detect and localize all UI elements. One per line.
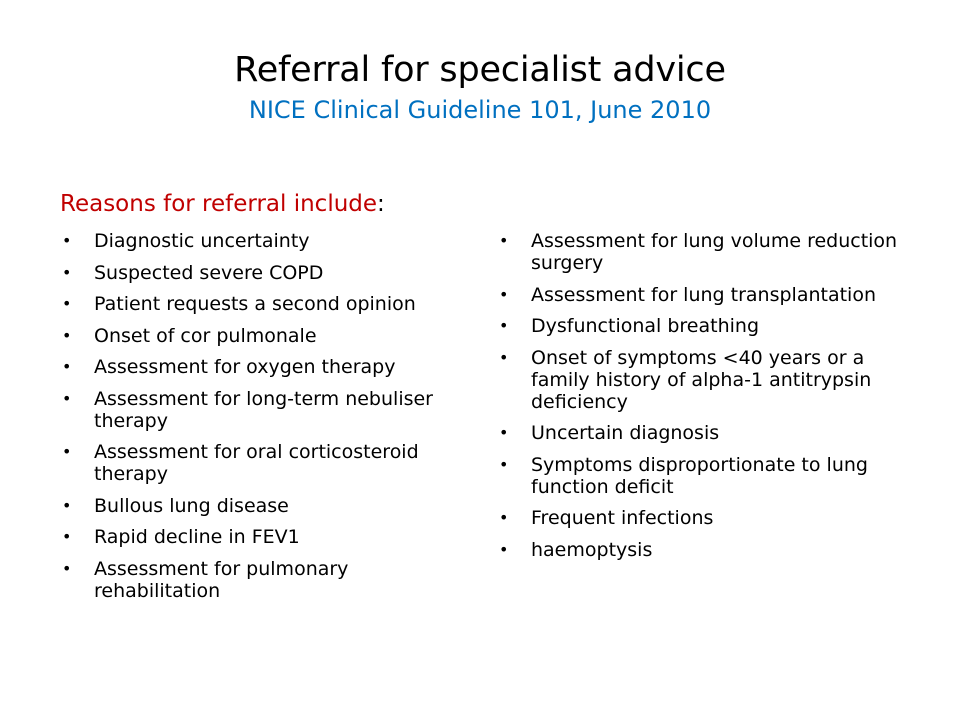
reasons-heading-text: Reasons for referral include xyxy=(60,191,378,217)
bullet-icon: • xyxy=(62,495,72,515)
list-item-text: Symptoms disproportionate to lung function deficit xyxy=(531,453,868,498)
list-item xyxy=(60,558,480,602)
list-item-text: Uncertain diagnosis xyxy=(531,422,720,444)
list-item xyxy=(60,293,480,315)
bullet-icon: • xyxy=(499,231,509,250)
list-item-text: Assessment for oral corticosteroid therapy xyxy=(94,441,419,485)
list-item xyxy=(60,356,480,378)
list-item xyxy=(497,507,917,529)
list-item xyxy=(60,230,480,252)
list-item-text: Assessment for lung transplantation xyxy=(531,283,876,306)
bullet-icon: • xyxy=(499,423,509,442)
bullet-icon: • xyxy=(499,539,509,559)
list-item xyxy=(60,325,480,347)
list-item-text: Assessment for oxygen therapy xyxy=(94,356,396,378)
list-item-text: Dysfunctional breathing xyxy=(531,315,760,337)
list-item-text: Assessment for lung volume reduction surgery xyxy=(531,230,898,274)
bullet-icon: • xyxy=(62,442,72,461)
bullet-icon: • xyxy=(62,527,72,546)
reasons-heading xyxy=(60,188,385,220)
left-bullet-list xyxy=(60,230,480,611)
title-block xyxy=(60,48,900,128)
bullet-icon: • xyxy=(62,558,72,578)
right-bullet-list xyxy=(497,230,917,570)
list-item xyxy=(60,262,480,284)
list-item-text: Diagnostic uncertainty xyxy=(94,230,310,252)
reasons-heading-colon: : xyxy=(377,191,385,217)
list-item xyxy=(60,388,480,432)
list-item-text: Onset of cor pulmonale xyxy=(94,324,317,347)
list-item xyxy=(60,495,480,517)
bullet-icon: • xyxy=(62,231,72,250)
bullet-icon: • xyxy=(62,325,72,345)
list-item-text: Assessment for long-term nebuliser therapy xyxy=(94,387,433,432)
list-item xyxy=(497,422,917,444)
list-item xyxy=(497,315,917,337)
bullet-icon: • xyxy=(62,262,72,282)
bullet-icon: • xyxy=(499,454,509,474)
list-item xyxy=(497,284,917,306)
list-item xyxy=(497,347,917,413)
bullet-icon: • xyxy=(499,508,509,527)
list-item-text: Bullous lung disease xyxy=(94,494,289,517)
bullet-icon: • xyxy=(499,284,509,304)
list-item-text: Onset of symptoms <40 years or a family history of alpha-1 antitrypsin deficiency xyxy=(531,346,872,413)
list-item xyxy=(60,441,480,485)
list-item-text: Patient requests a second opinion xyxy=(94,293,416,315)
bullet-icon: • xyxy=(62,294,72,313)
list-item xyxy=(497,454,917,498)
list-item xyxy=(497,230,917,274)
list-item-text: haemoptysis xyxy=(531,538,653,561)
bullet-icon: • xyxy=(62,388,72,408)
bullet-icon: • xyxy=(62,357,72,376)
list-item xyxy=(60,526,480,548)
list-item-text: Frequent infections xyxy=(531,507,714,529)
slide-title: Referral for specialist advice xyxy=(234,50,726,90)
slide-subtitle: NICE Clinical Guideline 101, June 2010 xyxy=(248,96,712,124)
list-item-text: Assessment for pulmonary rehabilitation xyxy=(94,557,349,602)
bullet-icon: • xyxy=(499,347,509,367)
list-item-text: Rapid decline in FEV1 xyxy=(94,526,300,548)
bullet-icon: • xyxy=(499,316,509,335)
list-item xyxy=(497,539,917,561)
list-item-text: Suspected severe COPD xyxy=(94,261,324,284)
